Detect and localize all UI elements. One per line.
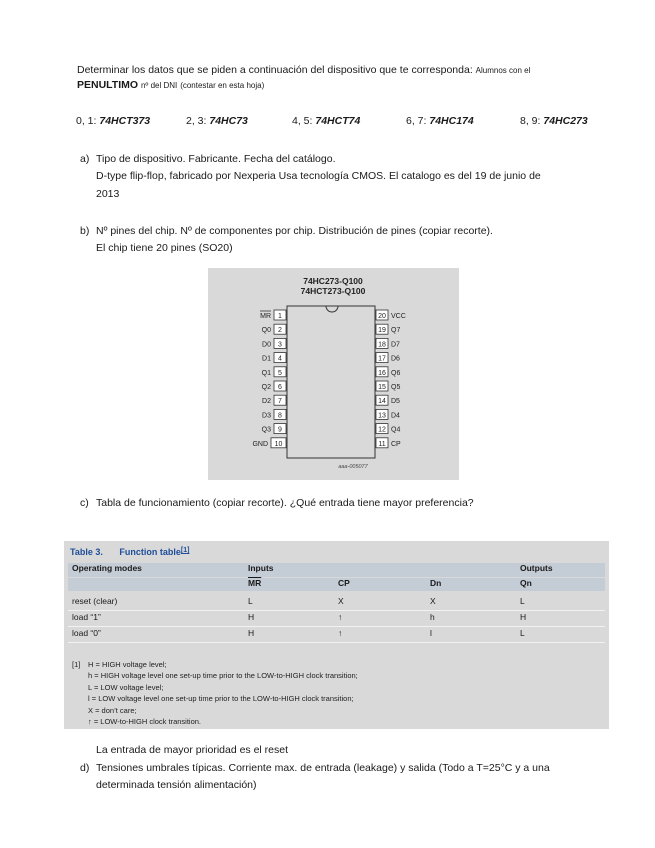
- pin-number: 20: [378, 313, 386, 320]
- section-a-answer-2: 2013: [96, 188, 120, 200]
- table-row: [68, 596, 605, 611]
- pin-name: D1: [262, 355, 271, 363]
- pin-name: D5: [391, 398, 400, 406]
- section-b-question: Nº pines del chip. Nº de componentes por chip. Distribución de pines (copiar recorte).: [96, 225, 493, 237]
- subheader-dn: Dn: [430, 578, 442, 588]
- pin-name: Q2: [261, 384, 271, 391]
- header-outputs: Outputs: [520, 563, 553, 573]
- pin-left: [262, 367, 286, 377]
- pin-right: [376, 395, 400, 405]
- cell-qn: H: [520, 612, 527, 622]
- assignment-1: [186, 114, 248, 128]
- note-line: h = HIGH voltage level one set-up time prior to the LOW-to-HIGH clock transition;: [88, 671, 358, 681]
- pin-number: 18: [378, 341, 386, 349]
- pin-left: [262, 338, 286, 348]
- pin-name: VCC: [391, 313, 406, 320]
- assignment-device: 74HC174: [429, 115, 474, 127]
- table-name: Function table: [119, 547, 181, 557]
- pin-name: Q7: [391, 327, 401, 335]
- pin-right: [376, 324, 400, 334]
- pin-name: D3: [262, 412, 271, 420]
- table-notes: [72, 659, 358, 727]
- pin-number: 7: [278, 398, 282, 406]
- pin-number: 17: [378, 355, 386, 363]
- function-table-title: [70, 547, 189, 557]
- assignment-device: 74HC73: [209, 115, 248, 127]
- cell-qn: L: [520, 596, 525, 606]
- intro-note-text: (contestar en esta hoja): [180, 81, 265, 90]
- header-operating-modes: Operating modes: [72, 563, 142, 573]
- assignment-digits: 0, 1:: [76, 115, 97, 127]
- pin-right: [376, 310, 406, 320]
- note-line: L = LOW voltage level;: [88, 682, 164, 692]
- pin-number: 8: [278, 412, 282, 420]
- cell-dn: l: [430, 628, 432, 638]
- assignment-0: [76, 114, 150, 128]
- function-table-figure: [64, 541, 609, 729]
- pin-right: [376, 367, 400, 377]
- pin-name: D0: [262, 341, 271, 349]
- pin-number: 12: [378, 426, 386, 434]
- pin-name: D6: [391, 355, 400, 363]
- pin-number: 6: [278, 384, 282, 391]
- pin-name: Q4: [391, 426, 401, 434]
- cell-mode: load “0”: [72, 628, 101, 638]
- pin-number: 11: [378, 440, 386, 448]
- pin-right: [376, 438, 401, 448]
- intro-line-1: [77, 63, 530, 78]
- assignment-3: [406, 114, 474, 128]
- section-c-question: Tabla de funcionamiento (copiar recorte). ¿Qué entrada tiene mayor preferencia?: [96, 497, 474, 509]
- pin-number: 15: [378, 384, 386, 391]
- table-row: [68, 628, 605, 643]
- pin-number: 13: [378, 412, 386, 420]
- pin-name: MR: [260, 313, 271, 320]
- pin-number: 3: [278, 341, 282, 349]
- pin-right: [376, 381, 400, 391]
- table-row: [68, 612, 605, 627]
- cell-cp: X: [338, 596, 344, 606]
- assignment-2: [292, 114, 360, 128]
- pin-number: 2: [278, 327, 282, 335]
- pin-name: Q6: [391, 369, 401, 377]
- cell-cp: ↑: [338, 628, 343, 638]
- assignment-digits: 4, 5:: [292, 115, 313, 127]
- chip-body: [287, 306, 375, 458]
- intro-dni-text: nº del DNI: [140, 81, 178, 90]
- section-d-label: d): [80, 762, 90, 774]
- pin-number: 4: [278, 355, 282, 363]
- subheader-qn: Qn: [520, 578, 532, 588]
- subheader-cp: CP: [338, 578, 350, 588]
- section-d-line-1: Tensiones umbrales típicas. Corriente max. de entrada (leakage) y salida (Todo a T=25°C y a una: [96, 762, 550, 774]
- pin-name: D4: [391, 412, 400, 420]
- pin-right: [376, 409, 400, 419]
- pin-name: D2: [262, 398, 271, 406]
- cell-cp: ↑: [338, 612, 343, 622]
- table-header-row: [68, 563, 605, 577]
- note-line: X = don’t care;: [88, 705, 137, 715]
- section-a-answer-1: D-type flip-flop, fabricado por Nexperia Usa tecnología CMOS. El catalogo es del 19 de junio de: [96, 170, 541, 182]
- assignment-digits: 6, 7:: [406, 115, 427, 127]
- note-line: ↑ = LOW-to-HIGH clock transition.: [88, 716, 202, 726]
- pin-name: Q1: [261, 369, 271, 377]
- cell-dn: X: [430, 596, 436, 606]
- section-b-answer: El chip tiene 20 pines (SO20): [96, 242, 233, 254]
- chip-notch: [326, 306, 338, 312]
- pin-left: [260, 310, 286, 320]
- intro-main-text: Determinar los datos que se piden a continuación del dispositivo que te corresponda:: [77, 64, 473, 76]
- pinout-code: aaa-005077: [338, 464, 368, 470]
- pinout-title-1: 74HC273-Q100: [303, 276, 363, 286]
- intro-bold-word: PENULTIMO: [77, 79, 139, 91]
- pin-right: [376, 424, 400, 434]
- pin-left: [262, 353, 286, 363]
- table-number: Table 3.: [70, 547, 103, 557]
- cell-mr: H: [248, 612, 255, 622]
- assignment-device: 74HCT74: [315, 115, 361, 127]
- pin-name: CP: [391, 440, 401, 448]
- cell-mode: load “1”: [72, 612, 101, 622]
- pin-number: 10: [274, 440, 283, 448]
- pin-name: Q0: [261, 327, 271, 335]
- section-b-label: b): [80, 225, 90, 237]
- pinout-figure: [208, 268, 459, 480]
- intro-line-2: [77, 78, 264, 93]
- pin-left: [262, 324, 286, 334]
- pin-name: Q3: [261, 426, 271, 434]
- pin-right: [376, 338, 400, 348]
- pin-number: 1: [278, 313, 282, 320]
- header-inputs: Inputs: [248, 563, 274, 573]
- table-footnote-ref: [1]: [180, 547, 190, 554]
- pin-number: 5: [278, 369, 282, 377]
- cell-mr: H: [248, 628, 255, 638]
- section-a-label: a): [80, 153, 90, 165]
- pin-number: 14: [378, 398, 386, 406]
- pin-name: GND: [252, 440, 268, 448]
- cell-dn: h: [430, 612, 435, 622]
- pin-number: 9: [278, 426, 282, 434]
- pinout-title-2: 74HCT273-Q100: [300, 286, 366, 296]
- section-c-label: c): [80, 497, 89, 509]
- table-subheader-row: [68, 578, 605, 591]
- pin-left: [262, 381, 286, 391]
- section-c-answer: La entrada de mayor prioridad es el reset: [96, 744, 289, 756]
- cell-mode: reset (clear): [72, 596, 118, 606]
- pin-right: [376, 353, 400, 363]
- assignment-device: 74HCT373: [99, 115, 151, 127]
- pin-number: 16: [378, 369, 386, 377]
- pin-name: D7: [391, 341, 400, 349]
- assignment-digits: 2, 3:: [186, 115, 207, 127]
- pin-left: [262, 395, 286, 405]
- assignment-4: [520, 114, 588, 128]
- pin-left: [252, 438, 286, 448]
- note-line: l = LOW voltage level one set-up time prior to the LOW-to-HIGH clock transition;: [88, 694, 354, 704]
- section-a-question: Tipo de dispositivo. Fabricante. Fecha del catálogo.: [96, 153, 336, 165]
- subheader-mr: $\overline{MR}$: [248, 578, 262, 588]
- cell-qn: L: [520, 628, 525, 638]
- pin-number: 19: [378, 327, 386, 335]
- pin-left: [262, 409, 286, 419]
- note-line: H = HIGH voltage level;: [88, 660, 167, 669]
- cell-mr: L: [248, 596, 253, 606]
- assignment-digits: 8, 9:: [520, 115, 541, 127]
- pin-left: [262, 424, 286, 434]
- assignment-device: 74HC273: [543, 115, 588, 127]
- pin-name: Q5: [391, 384, 401, 391]
- intro-small-text: Alumnos con el: [475, 66, 531, 75]
- note-ref: [1]: [72, 660, 81, 669]
- section-d-line-2: determinada tensión alimentación): [96, 779, 257, 791]
